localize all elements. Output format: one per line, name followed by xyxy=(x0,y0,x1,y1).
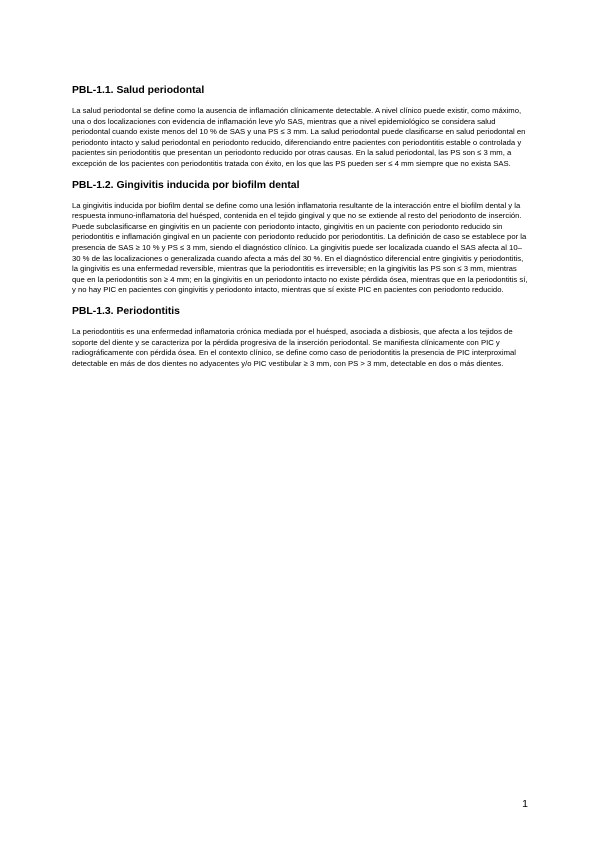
section-heading: PBL-1.1. Salud periodontal xyxy=(72,85,205,96)
section-body: La periodontitis es una enfermedad inflamatoria crónica mediada por el huésped, asociada a disbiosis, que afecta a los tejidos de soporte del diente y se caracteriza por la pérdida progresiva de la inserción periodontal. Se manifiesta clínicamente con PIC y radiográficamente con pérdida ósea. En el contexto clínico, se define como caso de periodontitis la presencia de PIC interproximal detectable en más de dos dientes no adyacentes y/o PIC vestibular ≥ 3 mm, con PS > 3 mm, detectable en dos o más dientes. xyxy=(72,326,516,368)
section-heading: PBL-1.3. Periodontitis xyxy=(72,305,180,317)
section-periodontitis xyxy=(72,305,528,369)
page-number: 1 xyxy=(522,798,528,810)
document-content xyxy=(72,84,528,378)
section-heading: PBL-1.2. Gingivitis inducida por biofilm dental xyxy=(72,179,300,191)
section-salud-periodontal xyxy=(72,84,528,170)
section-body: La salud periodontal se define como la ausencia de inflamación clínicamente detectable. A nivel clínico puede existir, como máximo, una o dos localizaciones con evidencia de inflamación leve y/o SAS, mientras que a nivel epidemiológico se considera salud periodontal cuando existe menos del 10 % de SAS y una PS ≤ 3 mm. La salud periodontal puede clasificarse en salud periodontal en periodonto intacto y salud periodontal en periodonto reducido, diferenciando entre pacientes con periodontitis estable o controlada y pacientes sin periodontitis que presentan un periodonto reducido por otras causas. En la salud periodontal, las PS son ≤ 3 mm, a excepción de los pacientes con periodontitis tratada con éxito, en los que las PS pueden ser ≤ 4 mm siempre que no exista SAS. xyxy=(72,106,526,168)
section-body: La gingivitis inducida por biofilm dental se define como una lesión inflamatoria resultante de la interacción entre el biofilm dental y la respuesta inmuno-inflamatoria del huésped, contenida en el tejido gingival y que no se extiende al resto del periodonto de inserción. Puede subclasificarse en gingivitis en un paciente con periodonto intacto, gingivitis en un paciente con periodonto reducido sin periodontitis e inflamación gingival en un paciente con periodonto reducido por periodontitis. La definición de caso se establece por la presencia de SAS ≥ 10 % y PS ≤ 3 mm, siendo el diagnóstico clínico. La gingivitis puede ser localizada cuando el SAS afecta al 10–30 % de las localizaciones o generalizada cuando afecta a más del 30 %. En el diagnóstico diferencial entre gingivitis y periodontitis, la gingivitis es una enfermedad reversible, mientras que la periodontitis es irreversible; en la gingivitis las PS son ≤ 3 mm, mientras que en la periodontitis son ≥ 4 mm; en la gingivitis en un periodonto intacto no existe pérdida ósea, mientras que en la periodontitis sí, y no hay PIC en pacientes con gingivitis y periodonto intacto, mientras que sí existe PIC en pacientes con periodonto reducido. xyxy=(72,200,528,295)
section-gingivitis xyxy=(72,179,528,296)
